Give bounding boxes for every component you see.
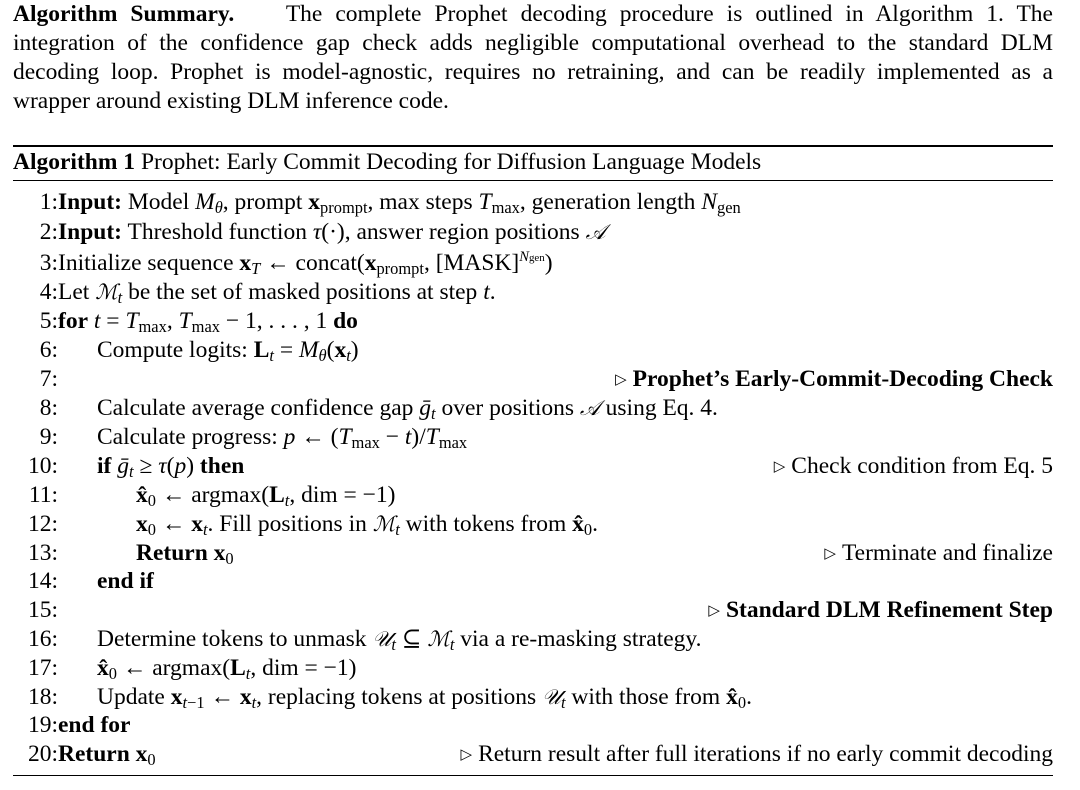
algo-line-12 <box>13 510 1053 539</box>
algo-line-14 <box>13 567 1053 596</box>
line-number: 10: <box>27 453 58 479</box>
comment-triangle-icon: ▷ <box>824 546 836 562</box>
line-text: . Fill positions in <box>207 511 367 537</box>
line-text: Initialize sequence <box>58 250 234 276</box>
line-number: 17: <box>27 655 58 681</box>
line-text: with those from <box>571 684 721 710</box>
comment-text: Terminate and finalize <box>841 540 1053 566</box>
algorithm-caption <box>13 148 761 176</box>
algo-line-4 <box>13 278 1053 307</box>
line-number: 15: <box>27 597 58 623</box>
line-text: , [MASK] <box>423 250 520 276</box>
keyword: Input: <box>58 219 123 245</box>
algorithm-label: Algorithm 1 <box>13 149 136 175</box>
keyword: Input: <box>58 189 123 215</box>
line-text: Calculate progress: <box>97 424 278 450</box>
line-body: Let ℳ$_t$ be the set of masked positions at step t. <box>58 279 496 308</box>
line-text: , dim = −1) <box>289 482 396 508</box>
line-body: Update $x_{t-1}$ ← $x_t$, replacing tokens at positions 𝒰$_t$ with those from $x̂_0$. <box>97 684 752 713</box>
line-number: 1: <box>39 189 58 215</box>
keyword: Return <box>58 741 130 767</box>
line-text: argmax( <box>152 655 231 681</box>
algo-line-11 <box>13 481 1053 510</box>
line-text: with tokens from <box>405 511 567 537</box>
line-number: 3: <box>39 250 58 276</box>
line-text: Model <box>127 189 190 215</box>
line-number: 14: <box>27 568 58 594</box>
algorithm-title: Prophet: Early Commit Decoding for Diffusion Language Models <box>140 149 762 175</box>
algo-line-13 <box>13 539 1053 568</box>
algo-line-18 <box>13 683 1053 712</box>
comment-text: Standard DLM Refinement Step <box>725 597 1053 623</box>
line-body: Return $x_0$ <box>136 540 234 569</box>
comment-text: Return result after full iterations if no early commit decoding <box>478 741 1053 767</box>
line-number: 12: <box>27 511 58 537</box>
line-body <box>97 567 154 596</box>
line-number: 13: <box>27 540 58 566</box>
line-body: Initialize sequence $x_T$ ← $concat(x_{prompt}$, [MASK]$^{Ngen}$) <box>58 249 553 279</box>
line-text: Compute logits: <box>97 337 248 363</box>
line-text: over positions <box>441 395 575 421</box>
line-text: using Eq. 4. <box>605 395 718 421</box>
comment-triangle-icon: ▷ <box>460 747 473 763</box>
line-number: 11: <box>28 482 58 508</box>
algo-comment <box>824 539 1053 569</box>
algo-line-17 <box>13 654 1053 683</box>
algo-line-19 <box>13 711 1053 740</box>
line-text: Let <box>58 279 90 305</box>
algorithm-header-rule <box>13 180 1053 181</box>
keyword: if <box>97 453 112 479</box>
line-body: Calculate progress: p ← $(T_{max} - t)/T_{max}$ <box>97 424 468 453</box>
line-text: , replacing tokens at positions <box>256 684 537 710</box>
algo-line-1 <box>13 188 1053 217</box>
line-number: 6: <box>39 337 58 363</box>
keyword: Return <box>136 540 208 566</box>
line-body: Input: Model $M_\theta$, prompt $x_{prompt}$, max steps $T_{max}$, generation length $N_{gen}$ <box>58 189 741 218</box>
line-body: Input: Threshold function τ(·), answer region positions 𝒜 <box>58 219 606 245</box>
algo-comment <box>461 740 1053 770</box>
comment-triangle-icon: ▷ <box>708 603 720 619</box>
line-text: be the set of masked positions at step <box>128 279 478 305</box>
line-number: 18: <box>27 684 58 710</box>
line-body: Compute logits: $L_t = M_\theta(x_t)$ <box>97 337 359 366</box>
keyword: for <box>58 308 89 334</box>
algo-line-8 <box>13 394 1053 423</box>
line-body: $x_0$ ← $x_t$. Fill positions in ℳ$_t$ with tokens from $x̂_0$. <box>136 511 598 540</box>
algo-comment <box>774 452 1053 482</box>
summary-heading: Algorithm Summary. <box>13 1 235 27</box>
comment-triangle-icon: ▷ <box>773 459 786 475</box>
line-text: argmax( <box>191 482 270 508</box>
line-body: Calculate average confidence gap ḡ$_t$ over positions 𝒜 using Eq. 4. <box>97 395 718 424</box>
keyword: do <box>333 308 358 334</box>
comment-triangle-icon: ▷ <box>615 372 627 388</box>
summary-text: The complete Prophet decoding procedure is outlined in Algorithm 1. The integration of the confidence gap check adds negligible computational overhead to the standard DLM decoding loop. Prophet is model-agnostic, requires no retraining, and can be readily implemented as a wrapper around existing DLM inference code. <box>13 1 1053 114</box>
line-number: 2: <box>39 219 58 245</box>
line-body: Determine tokens to unmask 𝒰$_t$ ⊆ ℳ$_t$ via a re-masking strategy. <box>97 626 702 655</box>
line-text: , dim = −1) <box>250 655 357 681</box>
algo-line-15 <box>13 596 1053 625</box>
algo-line-9 <box>13 423 1053 452</box>
line-number: 4: <box>39 279 58 305</box>
line-text: , answer region positions <box>344 219 580 245</box>
line-text: , prompt <box>222 189 303 215</box>
algo-line-5 <box>13 307 1053 336</box>
line-text: Calculate average confidence gap <box>97 395 414 421</box>
algorithm-summary-paragraph <box>13 0 1053 116</box>
algo-line-3 <box>13 249 1053 278</box>
line-number: 19: <box>27 712 58 738</box>
algo-line-16 <box>13 625 1053 654</box>
comment-text: Prophet’s Early-Commit-Decoding Check <box>632 366 1053 392</box>
line-number: 20: <box>27 741 58 767</box>
comment-text: Check condition from Eq. 5 <box>791 453 1053 479</box>
line-text: Update <box>97 684 165 710</box>
line-body: $x̂_0$ ← $argmax(L_t$, dim = −1) <box>136 482 396 511</box>
line-body <box>58 711 130 740</box>
algo-comment <box>615 365 1053 395</box>
line-number: 5: <box>39 308 58 334</box>
line-number: 9: <box>39 424 58 450</box>
keyword: end if <box>97 568 154 594</box>
line-text: Threshold function <box>127 219 307 245</box>
line-text: Determine tokens to unmask <box>97 626 367 652</box>
algo-line-6 <box>13 336 1053 365</box>
line-body: $x̂_0$ ← $argmax(L_t$, dim = −1) <box>97 655 357 684</box>
line-text: , max steps <box>367 189 473 215</box>
keyword: then <box>199 453 245 479</box>
keyword: end for <box>58 712 131 738</box>
line-number: 7: <box>39 366 58 392</box>
algorithm-top-rule <box>13 145 1053 147</box>
line-number: 16: <box>27 626 58 652</box>
algo-line-10 <box>13 452 1053 481</box>
line-body: for $t = T_{max}$, $T_{max} - 1$, . . . , 1 do <box>58 308 358 337</box>
line-text: concat( <box>295 250 365 276</box>
algorithm-bottom-rule <box>13 775 1053 776</box>
line-text: , generation length <box>519 189 696 215</box>
line-number: 8: <box>39 395 58 421</box>
line-body: Return $x_0$ <box>58 741 156 770</box>
line-body: if ḡ$_t$ ≥ τ(p) then <box>97 453 245 482</box>
algo-line-2 <box>13 218 1053 247</box>
algo-line-7 <box>13 365 1053 394</box>
line-text: via a re-masking strategy. <box>460 626 702 652</box>
algo-comment <box>708 596 1053 626</box>
algo-line-20 <box>13 740 1053 769</box>
